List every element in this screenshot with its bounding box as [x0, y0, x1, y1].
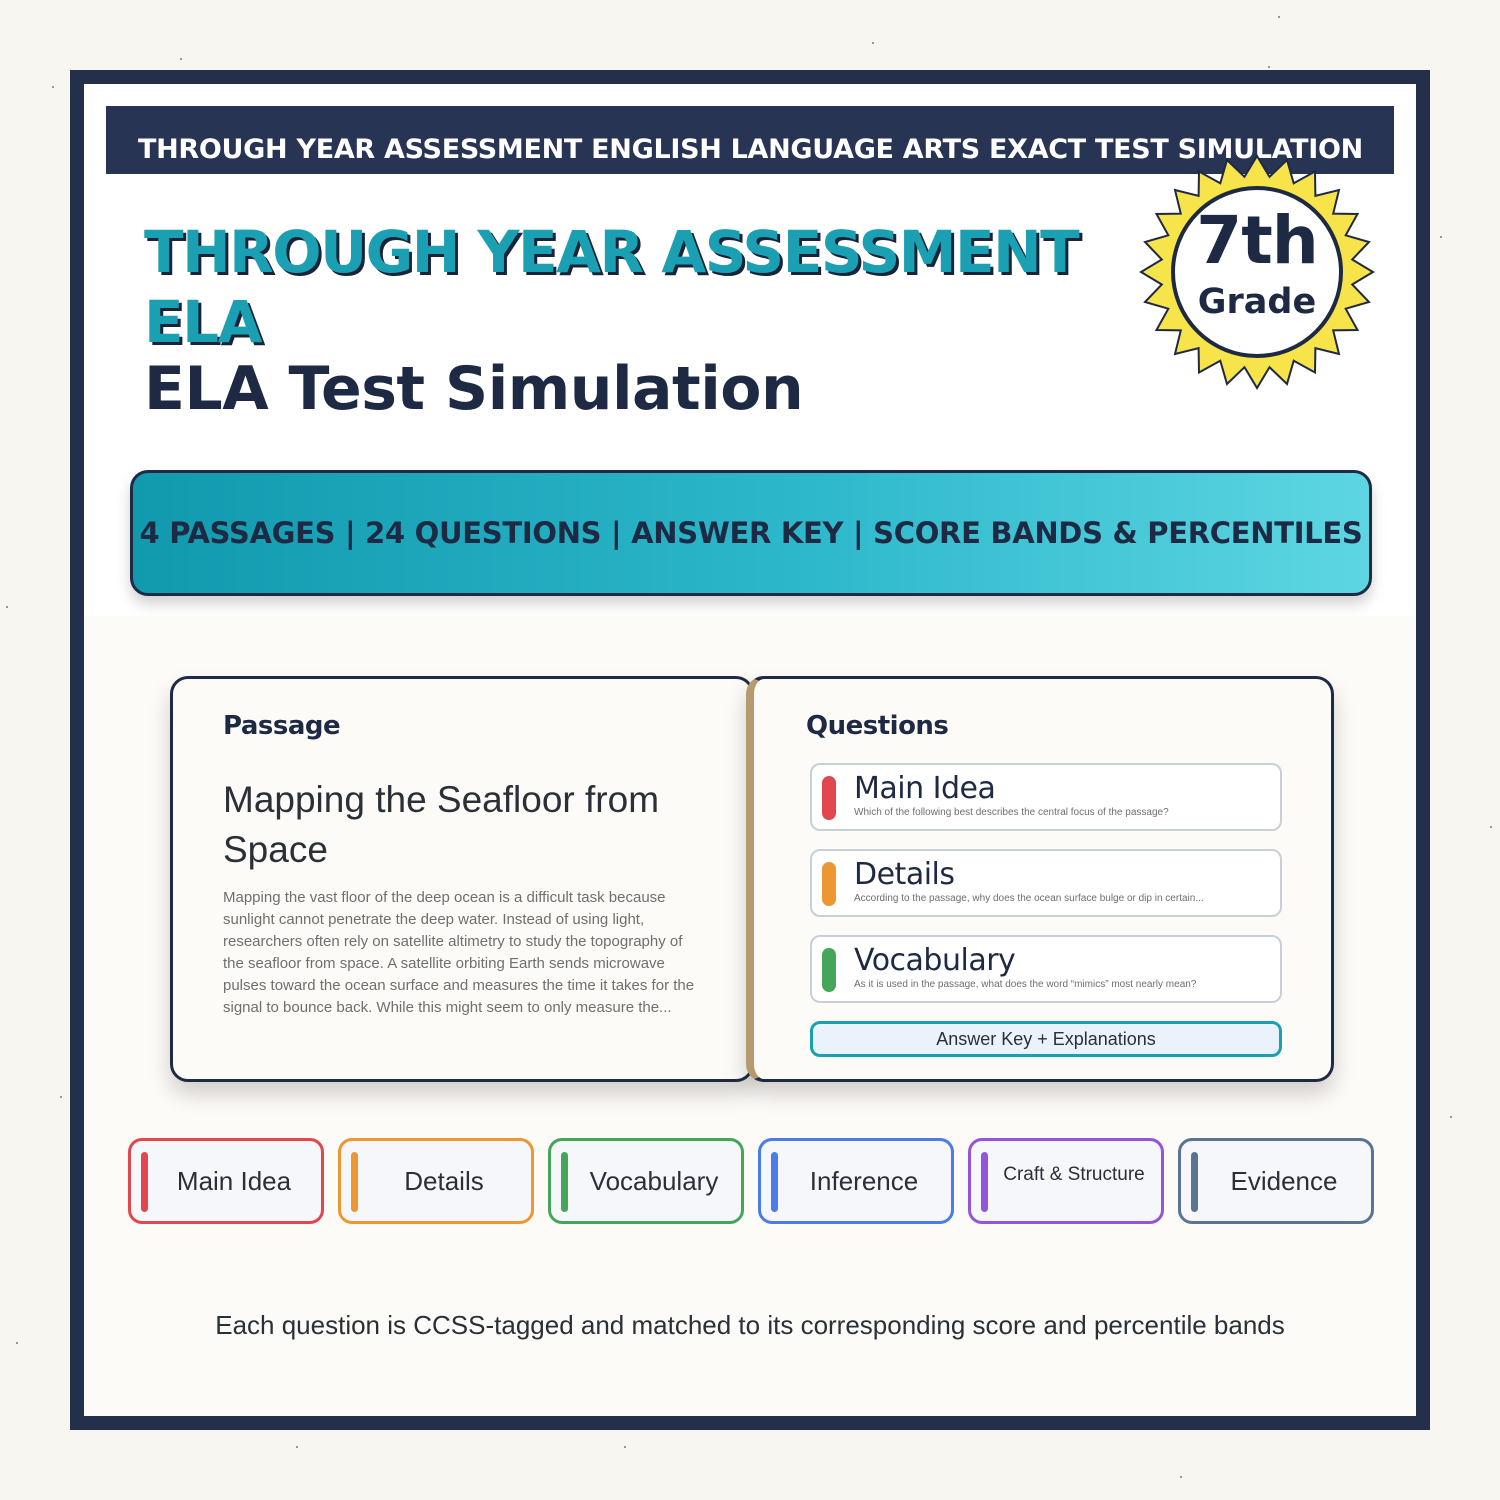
tag-inference[interactable] — [758, 1138, 954, 1224]
tag-label: Details — [404, 1165, 484, 1196]
passage-body: Mapping the vast floor of the deep ocean is a difficult task because sunlight cannot penetrate the deep water. Instead of using light, researchers often rely on satellite altimetry to study the topography of the seafloor from space. A satellite orbiting Earth sends microwave pulses toward the ocean surface and measures the time it takes for the signal to bounce back. While this might seem to only measure the... — [223, 889, 695, 1016]
tag-label: Evidence — [1230, 1165, 1338, 1196]
background-dot — [180, 58, 182, 60]
tag-vocabulary[interactable] — [548, 1138, 744, 1224]
tag-evidence[interactable] — [1178, 1138, 1374, 1224]
grade-number: 7th — [1196, 202, 1318, 279]
tag-color-bar — [771, 1152, 778, 1212]
product-frame — [70, 70, 1430, 1430]
question-item-vocabulary[interactable] — [810, 935, 1282, 1003]
background-dot — [52, 86, 54, 88]
grade-badge — [1139, 154, 1375, 390]
category-color-bar — [822, 862, 836, 906]
question-item-details[interactable] — [810, 849, 1282, 917]
subtitle: ELA Test Simulation — [144, 354, 804, 424]
background-dot — [296, 1446, 298, 1448]
passage-card — [170, 676, 754, 1082]
top-banner: THROUGH YEAR ASSESSMENT ENGLISH LANGUAGE ARTS EXACT TEST SIMULATION — [106, 106, 1394, 174]
stats-bar: 4 PASSAGES | 24 QUESTIONS | ANSWER KEY | SCORE BANDS & PERCENTILES — [130, 470, 1372, 596]
tag-color-bar — [1191, 1152, 1198, 1212]
tag-label: Vocabulary — [589, 1165, 719, 1196]
tag-color-bar — [981, 1152, 988, 1212]
question-text: Which of the following best describes the central focus of the passage? — [854, 807, 1169, 818]
tag-color-bar — [561, 1152, 568, 1212]
background-dot — [872, 42, 874, 44]
background-dot — [60, 1096, 62, 1098]
answer-key-button[interactable]: Answer Key + Explanations — [810, 1021, 1282, 1057]
tag-craft-structure[interactable] — [968, 1138, 1164, 1224]
background-dot — [1278, 16, 1280, 18]
background-dot — [624, 1446, 626, 1448]
tag-label: Inference — [809, 1165, 919, 1196]
background-dot — [1180, 1476, 1182, 1478]
question-item-main-idea[interactable] — [810, 763, 1282, 831]
main-title: THROUGH YEAR ASSESSMENT — [144, 218, 1079, 286]
passage-heading: Passage — [223, 711, 341, 741]
main-title-subject: ELA — [144, 288, 261, 356]
background-dot — [1490, 826, 1492, 828]
question-category: Main Idea — [854, 771, 996, 806]
question-text: As it is used in the passage, what does the word “mimics” most nearly mean? — [854, 979, 1197, 990]
question-category: Details — [854, 857, 955, 892]
tag-main-idea[interactable] — [128, 1138, 324, 1224]
tag-label: Craft & Structure — [1003, 1164, 1145, 1185]
tag-color-bar — [141, 1152, 148, 1212]
grade-label: Grade — [1197, 282, 1317, 322]
background-dot — [16, 1342, 18, 1344]
questions-heading: Questions — [806, 711, 949, 741]
background-dot — [1268, 66, 1270, 68]
questions-card — [746, 676, 1334, 1082]
tag-details[interactable] — [338, 1138, 534, 1224]
tag-color-bar — [351, 1152, 358, 1212]
background-dot — [1440, 236, 1442, 238]
tag-label: Main Idea — [176, 1165, 292, 1196]
passage-title: Mapping the Seafloor from Space — [223, 779, 660, 870]
question-category: Vocabulary — [854, 943, 1016, 978]
category-color-bar — [822, 776, 836, 820]
category-color-bar — [822, 948, 836, 992]
footer-caption: Each question is CCSS-tagged and matched to its corresponding score and percentile bands — [215, 1310, 1285, 1340]
background-dot — [6, 606, 8, 608]
question-text: According to the passage, why does the ocean surface bulge or dip in certain... — [854, 893, 1204, 904]
background-dot — [1450, 1116, 1452, 1118]
